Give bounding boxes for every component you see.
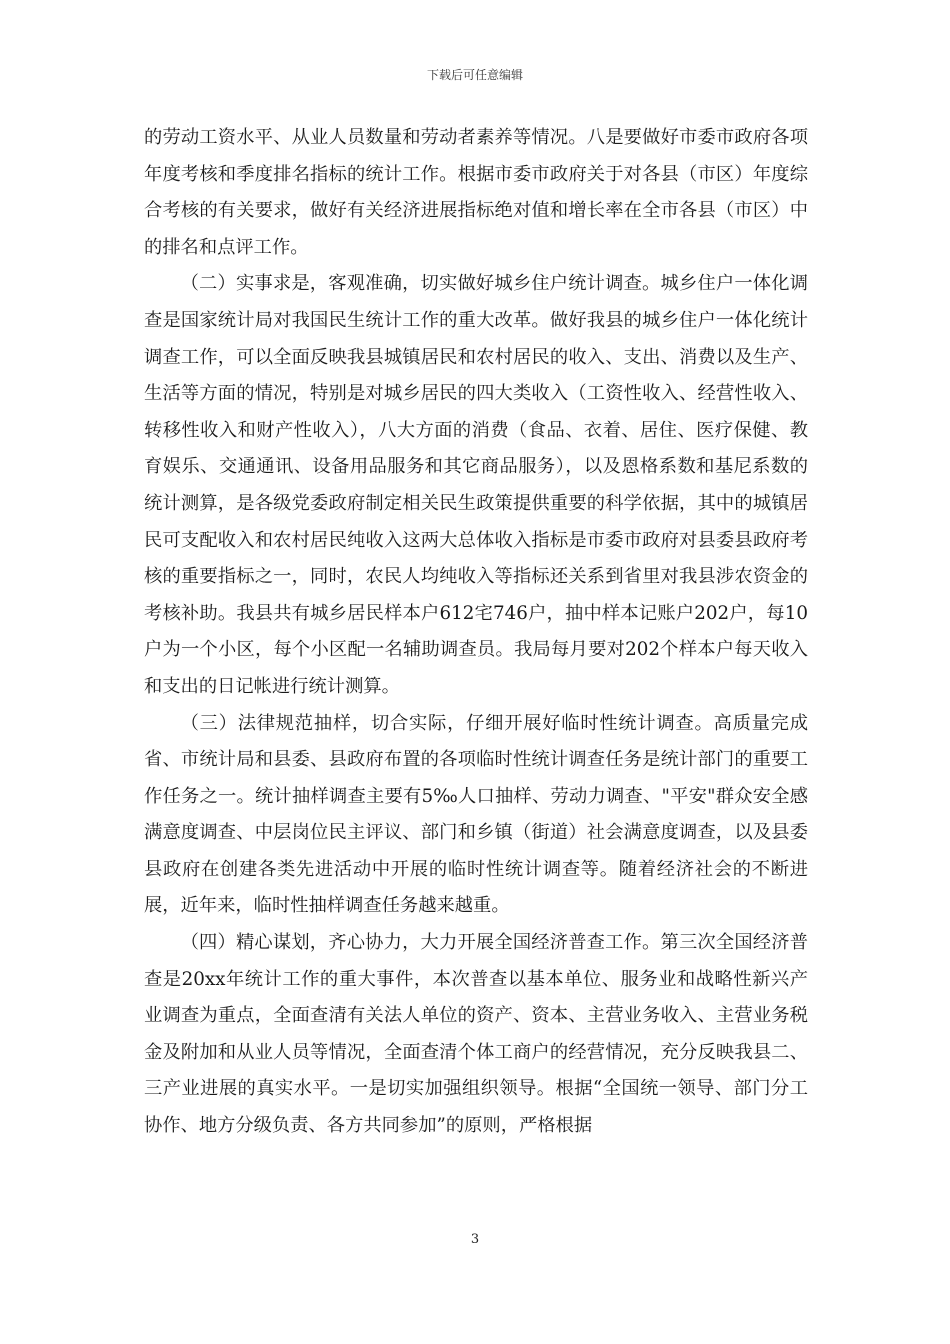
paragraph-urban-rural-survey: （二）实事求是，客观准确，切实做好城乡住户统计调查。城乡住户一体化调查是国家统计局对我国民生统计工作的重大改革。做好我县的城乡住户一体化统计调查工作，可以全面反映我县城镇居民和农村居民的收入、支出、消费以及生产、生活等方面的情况，特别是对城乡居民的四大类收入（工资性收入、经营性收入、转移性收入和财产性收入），八大方面的消费（食品、衣着、居住、医疗保健、教育娱乐、交通通讯、设备用品服务和其它商品服务），以及恩格系数和基尼系数的统计测算，是各级党委政府制定相关民生政策提供重要的科学依据，其中的城镇居民可支配收入和农村居民纯收入这两大总体收入指标是市委市政府对县委县政府考核的重要指标之一，同时，农民人均纯收入等指标还关系到省里对我县涉农资金的考核补助。我县共有城乡居民样本户612宅746户，抽中样本记账户202户，每10户为一个小区，每个小区配一名辅助调查员。我局每月要对202个样本户每天收入和支出的日记帐进行统计测算。 bbox=[144, 273, 808, 697]
paragraph-continued: 的劳动工资水平、从业人员数量和劳动者素养等情况。八是要做好市委市政府各项年度考核和季度排名指标的统计工作。根据市委市政府关于对各县（市区）年度综合考核的有关要求，做好有关经济进展指标绝对值和增长率在全市各县（市区）中的排名和点评工作。 bbox=[144, 127, 808, 258]
paragraph-economic-census: （四）精心谋划，齐心协力，大力开展全国经济普查工作。第三次全国经济普查是20xx年统计工作的重大事件，本次普查以基本单位、服务业和战略性新兴产业调查为重点，全面查清有关法人单位的资产、资本、主营业务收入、主营业务税金及附加和从业人员等情况，全面查清个体工商户的经营情况，充分反映我县二、三产业进展的真实水平。一是切实加强组织领导。根据“全国统一领导、部门分工协作、地方分级负责、各方共同参加”的原则，严格根据 bbox=[144, 932, 808, 1137]
document-body bbox=[144, 120, 808, 1145]
page-number: 3 bbox=[470, 1232, 480, 1247]
page-header: 下载后可任意编辑 bbox=[426, 68, 523, 82]
paragraph-sampling-survey: （三）法律规范抽样，切合实际，仔细开展好临时性统计调查。高质量完成省、市统计局和县委、县政府布置的各项临时性统计调查任务是统计部门的重要工作任务之一。统计抽样调查主要有5‰人口抽样、劳动力调查、"平安"群众安全感满意度调查、中层岗位民主评议、部门和乡镇（街道）社会满意度调查，以及县委县政府在创建各类先进活动中开展的临时性统计调查等。随着经济社会的不断进展，近年来，临时性抽样调查任务越来越重。 bbox=[144, 712, 808, 917]
